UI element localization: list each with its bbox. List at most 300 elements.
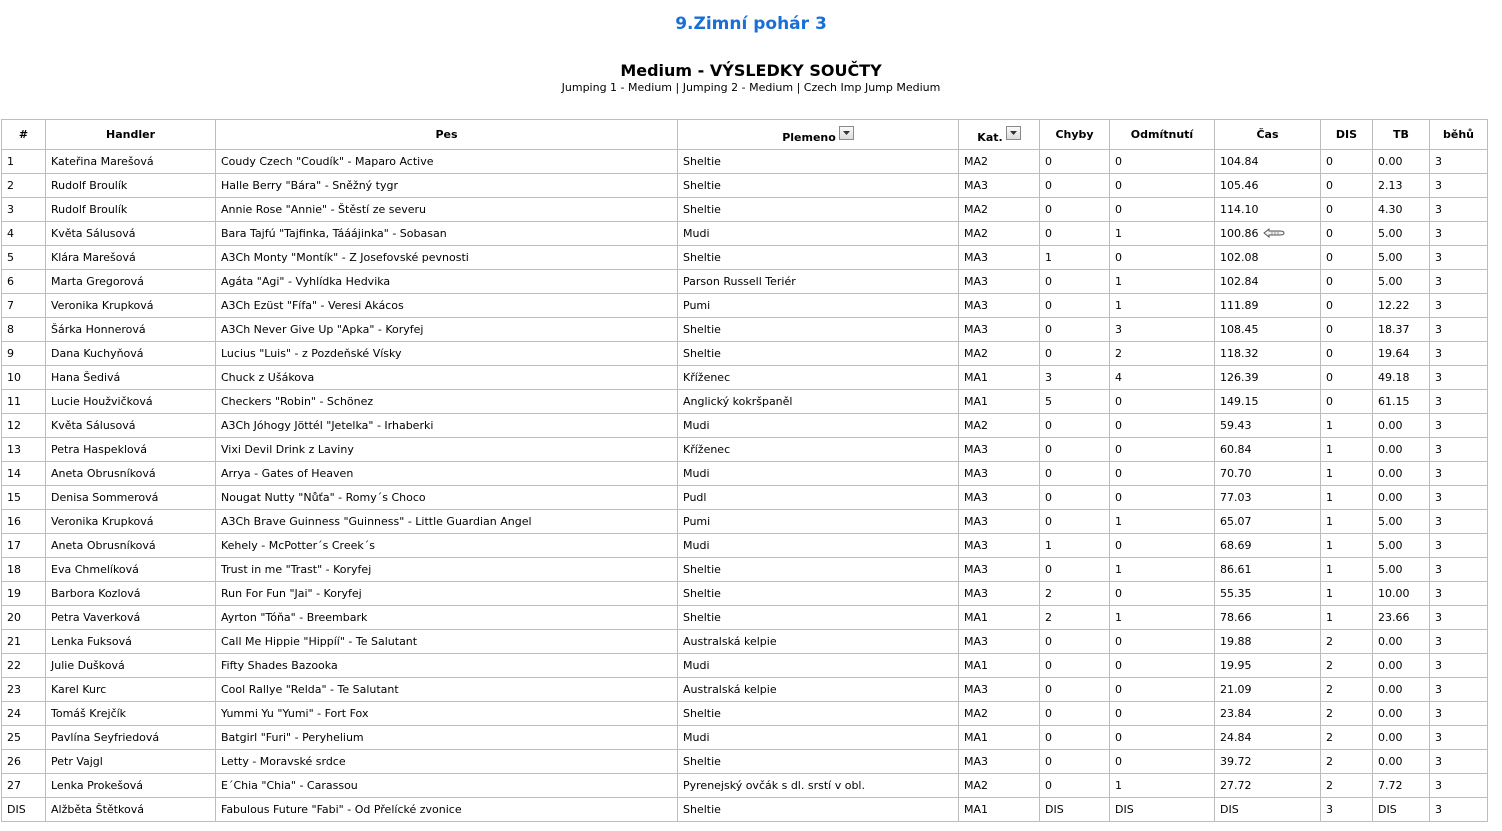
rank-cell (2, 366, 46, 390)
refusals-value: 0 (1115, 635, 1122, 648)
runs-value: 3 (1435, 323, 1442, 336)
rank-cell (2, 798, 46, 822)
tb-cell (1373, 510, 1430, 534)
time-cell (1215, 510, 1321, 534)
category-value: MA2 (964, 347, 989, 360)
runs-value: 3 (1435, 707, 1442, 720)
runs-cell (1430, 534, 1488, 558)
breed-value: Mudi (683, 227, 710, 240)
runs-value: 3 (1435, 467, 1442, 480)
dis-value: 2 (1326, 755, 1333, 768)
runs-cell (1430, 774, 1488, 798)
breed-cell (678, 174, 959, 198)
runs-cell (1430, 246, 1488, 270)
tb-value: 0.00 (1378, 683, 1403, 696)
rank-cell (2, 462, 46, 486)
breed-cell (678, 798, 959, 822)
category-cell (959, 558, 1040, 582)
tb-cell (1373, 630, 1430, 654)
handler-value: Lenka Prokešová (51, 779, 143, 792)
table-row (2, 534, 1488, 558)
runs-value: 3 (1435, 635, 1442, 648)
runs-value: 3 (1435, 491, 1442, 504)
refusals-value: 4 (1115, 371, 1122, 384)
dis-cell (1321, 702, 1373, 726)
dis-value: 2 (1326, 707, 1333, 720)
runs-value: 3 (1435, 203, 1442, 216)
category-cell (959, 726, 1040, 750)
dis-value: 2 (1326, 731, 1333, 744)
time-value: 24.84 (1220, 731, 1252, 744)
refusals-value: 2 (1115, 347, 1122, 360)
breed-cell (678, 702, 959, 726)
runs-value: 3 (1435, 539, 1442, 552)
handler-cell (46, 174, 216, 198)
rank-value: 19 (7, 587, 21, 600)
col-runs-header: běhů (1430, 120, 1488, 150)
tb-value: 4.30 (1378, 203, 1403, 216)
category-filter-dropdown-icon[interactable] (1006, 126, 1021, 140)
category-cell (959, 198, 1040, 222)
breed-value: Mudi (683, 539, 710, 552)
runs-value: 3 (1435, 779, 1442, 792)
table-row (2, 654, 1488, 678)
time-value: 39.72 (1220, 755, 1252, 768)
handler-cell (46, 294, 216, 318)
time-value: 23.84 (1220, 707, 1252, 720)
rank-value: DIS (7, 803, 26, 816)
time-value: 27.72 (1220, 779, 1252, 792)
faults-value: 2 (1045, 611, 1052, 624)
category-value: MA1 (964, 731, 989, 744)
breed-value: Sheltie (683, 251, 721, 264)
dog-cell (216, 462, 678, 486)
time-cell (1215, 294, 1321, 318)
tb-cell (1373, 270, 1430, 294)
handler-value: Karel Kurc (51, 683, 107, 696)
handler-cell (46, 222, 216, 246)
breed-cell (678, 270, 959, 294)
rank-value: 4 (7, 227, 14, 240)
dis-value: 1 (1326, 515, 1333, 528)
tb-value: 0.00 (1378, 635, 1403, 648)
rank-value: 11 (7, 395, 21, 408)
tb-cell (1373, 678, 1430, 702)
dog-value: Annie Rose "Annie" - Štěstí ze severu (221, 203, 427, 216)
table-row (2, 222, 1488, 246)
runs-cell (1430, 678, 1488, 702)
rank-cell (2, 726, 46, 750)
col-breed-header (678, 120, 959, 150)
tb-value: 0.00 (1378, 731, 1403, 744)
runs-cell (1430, 150, 1488, 174)
dis-cell (1321, 510, 1373, 534)
refusals-value: 1 (1115, 779, 1122, 792)
runs-cell (1430, 294, 1488, 318)
rank-cell (2, 654, 46, 678)
dis-value: 1 (1326, 611, 1333, 624)
dog-value: Call Me Hippie "Hippíí" - Te Salutant (221, 635, 418, 648)
faults-value: 0 (1045, 299, 1052, 312)
time-value: 102.08 (1220, 251, 1259, 264)
runs-value: 3 (1435, 611, 1442, 624)
table-row (2, 798, 1488, 822)
time-value: 78.66 (1220, 611, 1252, 624)
tb-value: 0.00 (1378, 419, 1403, 432)
runs-cell (1430, 222, 1488, 246)
dog-cell (216, 750, 678, 774)
category-value: MA3 (964, 563, 989, 576)
category-cell (959, 270, 1040, 294)
time-cell (1215, 318, 1321, 342)
results-heading: Medium - VÝSLEDKY SOUČTY (620, 61, 882, 80)
dis-cell (1321, 558, 1373, 582)
time-value: 114.10 (1220, 203, 1259, 216)
refusals-cell (1110, 702, 1215, 726)
dis-value: 2 (1326, 683, 1333, 696)
handler-cell (46, 342, 216, 366)
faults-value: 0 (1045, 323, 1052, 336)
faults-value: DIS (1045, 803, 1064, 816)
dog-value: Run For Fun "Jai" - Koryfej (221, 587, 362, 600)
rank-value: 2 (7, 179, 14, 192)
tb-value: DIS (1378, 803, 1397, 816)
dog-value: Letty - Moravské srdce (221, 755, 346, 768)
faults-cell (1040, 654, 1110, 678)
dis-cell (1321, 438, 1373, 462)
runs-value: 3 (1435, 683, 1442, 696)
runs-value: 3 (1435, 227, 1442, 240)
breed-cell (678, 606, 959, 630)
tb-cell (1373, 414, 1430, 438)
dis-cell (1321, 318, 1373, 342)
category-cell (959, 510, 1040, 534)
table-row (2, 150, 1488, 174)
refusals-cell (1110, 534, 1215, 558)
time-cell (1215, 366, 1321, 390)
tb-cell (1373, 246, 1430, 270)
time-value: 19.95 (1220, 659, 1252, 672)
time-cell (1215, 678, 1321, 702)
rank-cell (2, 750, 46, 774)
handler-cell (46, 750, 216, 774)
category-value: MA3 (964, 467, 989, 480)
handler-value: Pavlína Seyfriedová (51, 731, 160, 744)
tb-cell (1373, 198, 1430, 222)
tb-value: 18.37 (1378, 323, 1410, 336)
rank-value: 1 (7, 155, 14, 168)
handler-value: Lucie Houžvičková (51, 395, 153, 408)
category-value: MA2 (964, 419, 989, 432)
dis-cell (1321, 486, 1373, 510)
breed-cell (678, 654, 959, 678)
refusals-cell (1110, 798, 1215, 822)
time-cell (1215, 486, 1321, 510)
faults-cell (1040, 366, 1110, 390)
faults-cell (1040, 702, 1110, 726)
refusals-cell (1110, 678, 1215, 702)
runs-value: 3 (1435, 155, 1442, 168)
dis-cell (1321, 630, 1373, 654)
tb-cell (1373, 798, 1430, 822)
runs-value: 3 (1435, 371, 1442, 384)
category-cell (959, 630, 1040, 654)
refusals-cell (1110, 222, 1215, 246)
table-row (2, 438, 1488, 462)
handler-value: Petra Haspeklová (51, 443, 147, 456)
rank-cell (2, 414, 46, 438)
runs-value: 3 (1435, 275, 1442, 288)
breed-cell (678, 774, 959, 798)
refusals-cell (1110, 486, 1215, 510)
results-body (2, 150, 1488, 822)
handler-value: Lenka Fuksová (51, 635, 132, 648)
tb-cell (1373, 702, 1430, 726)
category-cell (959, 678, 1040, 702)
handler-cell (46, 438, 216, 462)
category-cell (959, 582, 1040, 606)
rank-value: 18 (7, 563, 21, 576)
tb-cell (1373, 774, 1430, 798)
dis-value: 0 (1326, 323, 1333, 336)
time-value: 77.03 (1220, 491, 1252, 504)
refusals-value: 0 (1115, 539, 1122, 552)
breed-cell (678, 390, 959, 414)
tb-value: 5.00 (1378, 227, 1403, 240)
dog-cell (216, 270, 678, 294)
runs-cell (1430, 486, 1488, 510)
breed-cell (678, 198, 959, 222)
breed-cell (678, 414, 959, 438)
handler-value: Petra Vaverková (51, 611, 141, 624)
refusals-cell (1110, 414, 1215, 438)
breed-value: Pyrenejský ovčák s dl. srstí v obl. (683, 779, 865, 792)
breed-value: Mudi (683, 659, 710, 672)
dog-value: Fifty Shades Bazooka (221, 659, 338, 672)
hand-pointer-icon (1263, 227, 1285, 239)
runs-cell (1430, 174, 1488, 198)
tb-value: 10.00 (1378, 587, 1410, 600)
faults-cell (1040, 294, 1110, 318)
dog-value: Chuck z Ušákova (221, 371, 315, 384)
refusals-cell (1110, 630, 1215, 654)
rank-cell (2, 534, 46, 558)
category-value: MA3 (964, 539, 989, 552)
faults-cell (1040, 798, 1110, 822)
dis-cell (1321, 246, 1373, 270)
handler-cell (46, 246, 216, 270)
refusals-value: 0 (1115, 419, 1122, 432)
dis-value: 1 (1326, 467, 1333, 480)
time-value: 60.84 (1220, 443, 1252, 456)
handler-cell (46, 414, 216, 438)
handler-value: Dana Kuchyňová (51, 347, 144, 360)
time-value: 118.32 (1220, 347, 1259, 360)
dis-value: 0 (1326, 275, 1333, 288)
faults-cell (1040, 150, 1110, 174)
category-value: MA1 (964, 659, 989, 672)
runs-value: 3 (1435, 179, 1442, 192)
rank-cell (2, 774, 46, 798)
faults-value: 0 (1045, 635, 1052, 648)
dog-value: Batgirl "Furi" - Peryhelium (221, 731, 364, 744)
dis-cell (1321, 750, 1373, 774)
breed-value: Mudi (683, 419, 710, 432)
refusals-value: 0 (1115, 683, 1122, 696)
handler-cell (46, 630, 216, 654)
breed-cell (678, 630, 959, 654)
tb-value: 0.00 (1378, 443, 1403, 456)
dis-value: 0 (1326, 299, 1333, 312)
rank-value: 20 (7, 611, 21, 624)
category-value: MA3 (964, 275, 989, 288)
time-value: 70.70 (1220, 467, 1252, 480)
faults-value: 0 (1045, 419, 1052, 432)
runs-value: 3 (1435, 299, 1442, 312)
dis-value: 1 (1326, 491, 1333, 504)
refusals-cell (1110, 294, 1215, 318)
refusals-cell (1110, 318, 1215, 342)
faults-cell (1040, 318, 1110, 342)
faults-value: 0 (1045, 155, 1052, 168)
time-cell (1215, 534, 1321, 558)
faults-cell (1040, 606, 1110, 630)
time-cell (1215, 246, 1321, 270)
faults-cell (1040, 486, 1110, 510)
breed-filter-dropdown-icon[interactable] (839, 126, 854, 140)
category-cell (959, 342, 1040, 366)
category-value: MA3 (964, 635, 989, 648)
category-value: MA1 (964, 611, 989, 624)
category-value: MA2 (964, 155, 989, 168)
refusals-cell (1110, 198, 1215, 222)
handler-value: Veronika Krupková (51, 299, 154, 312)
breed-value: Sheltie (683, 179, 721, 192)
breed-cell (678, 582, 959, 606)
category-value: MA2 (964, 707, 989, 720)
faults-cell (1040, 270, 1110, 294)
dis-value: 3 (1326, 803, 1333, 816)
dis-value: 0 (1326, 347, 1333, 360)
dog-value: A3Ch Monty "Montík" - Z Josefovské pevnosti (221, 251, 469, 264)
handler-value: Petr Vajgl (51, 755, 103, 768)
handler-value: Rudolf Broulík (51, 203, 128, 216)
dog-cell (216, 174, 678, 198)
handler-value: Aneta Obrusníková (51, 467, 156, 480)
table-row (2, 582, 1488, 606)
rank-cell (2, 222, 46, 246)
tb-value: 0.00 (1378, 491, 1403, 504)
col-refusals-header: Odmítnutí (1110, 120, 1215, 150)
handler-cell (46, 654, 216, 678)
breed-cell (678, 462, 959, 486)
breed-value: Pumi (683, 299, 711, 312)
runs-cell (1430, 702, 1488, 726)
category-cell (959, 702, 1040, 726)
table-row (2, 678, 1488, 702)
dog-cell (216, 414, 678, 438)
category-value: MA3 (964, 299, 989, 312)
category-cell (959, 294, 1040, 318)
category-cell (959, 438, 1040, 462)
breed-value: Kříženec (683, 371, 731, 384)
dis-cell (1321, 774, 1373, 798)
faults-cell (1040, 678, 1110, 702)
breed-cell (678, 510, 959, 534)
dog-cell (216, 558, 678, 582)
dog-cell (216, 294, 678, 318)
dog-cell (216, 774, 678, 798)
faults-cell (1040, 582, 1110, 606)
dis-value: 1 (1326, 443, 1333, 456)
rank-value: 8 (7, 323, 14, 336)
category-cell (959, 462, 1040, 486)
dog-value: Bara Tajfú "Tajfinka, Táááj​inka" - Sobasan (221, 227, 447, 240)
breed-cell (678, 726, 959, 750)
runs-cell (1430, 270, 1488, 294)
rank-value: 13 (7, 443, 21, 456)
handler-value: Marta Gregorová (51, 275, 144, 288)
handler-value: Rudolf Broulík (51, 179, 128, 192)
refusals-value: 0 (1115, 155, 1122, 168)
rank-value: 27 (7, 779, 21, 792)
faults-value: 1 (1045, 251, 1052, 264)
runs-cell (1430, 366, 1488, 390)
tb-cell (1373, 486, 1430, 510)
time-cell (1215, 606, 1321, 630)
dog-cell (216, 654, 678, 678)
runs-cell (1430, 582, 1488, 606)
time-value: DIS (1220, 803, 1239, 816)
dog-cell (216, 150, 678, 174)
table-row (2, 174, 1488, 198)
handler-value: Tomáš Krejčík (51, 707, 127, 720)
runs-cell (1430, 798, 1488, 822)
tb-value: 0.00 (1378, 155, 1403, 168)
runs-value: 3 (1435, 563, 1442, 576)
handler-value: Julie Dušková (51, 659, 125, 672)
table-row (2, 294, 1488, 318)
faults-value: 0 (1045, 203, 1052, 216)
rank-value: 25 (7, 731, 21, 744)
breed-cell (678, 318, 959, 342)
time-value: 149.15 (1220, 395, 1259, 408)
runs-cell (1430, 654, 1488, 678)
dis-cell (1321, 534, 1373, 558)
faults-cell (1040, 390, 1110, 414)
dog-value: Trust in me "Trast" - Koryfej (221, 563, 372, 576)
category-value: MA2 (964, 779, 989, 792)
dis-cell (1321, 798, 1373, 822)
rank-cell (2, 558, 46, 582)
faults-value: 0 (1045, 227, 1052, 240)
rank-cell (2, 150, 46, 174)
breed-value: Anglický kokršpaněl (683, 395, 793, 408)
breed-cell (678, 342, 959, 366)
tb-value: 5.00 (1378, 563, 1403, 576)
rank-value: 21 (7, 635, 21, 648)
category-value: MA2 (964, 203, 989, 216)
category-cell (959, 654, 1040, 678)
runs-value: 3 (1435, 587, 1442, 600)
faults-cell (1040, 774, 1110, 798)
time-cell (1215, 270, 1321, 294)
breed-cell (678, 678, 959, 702)
faults-value: 1 (1045, 539, 1052, 552)
time-value: 108.45 (1220, 323, 1259, 336)
faults-value: 0 (1045, 491, 1052, 504)
rank-value: 10 (7, 371, 21, 384)
